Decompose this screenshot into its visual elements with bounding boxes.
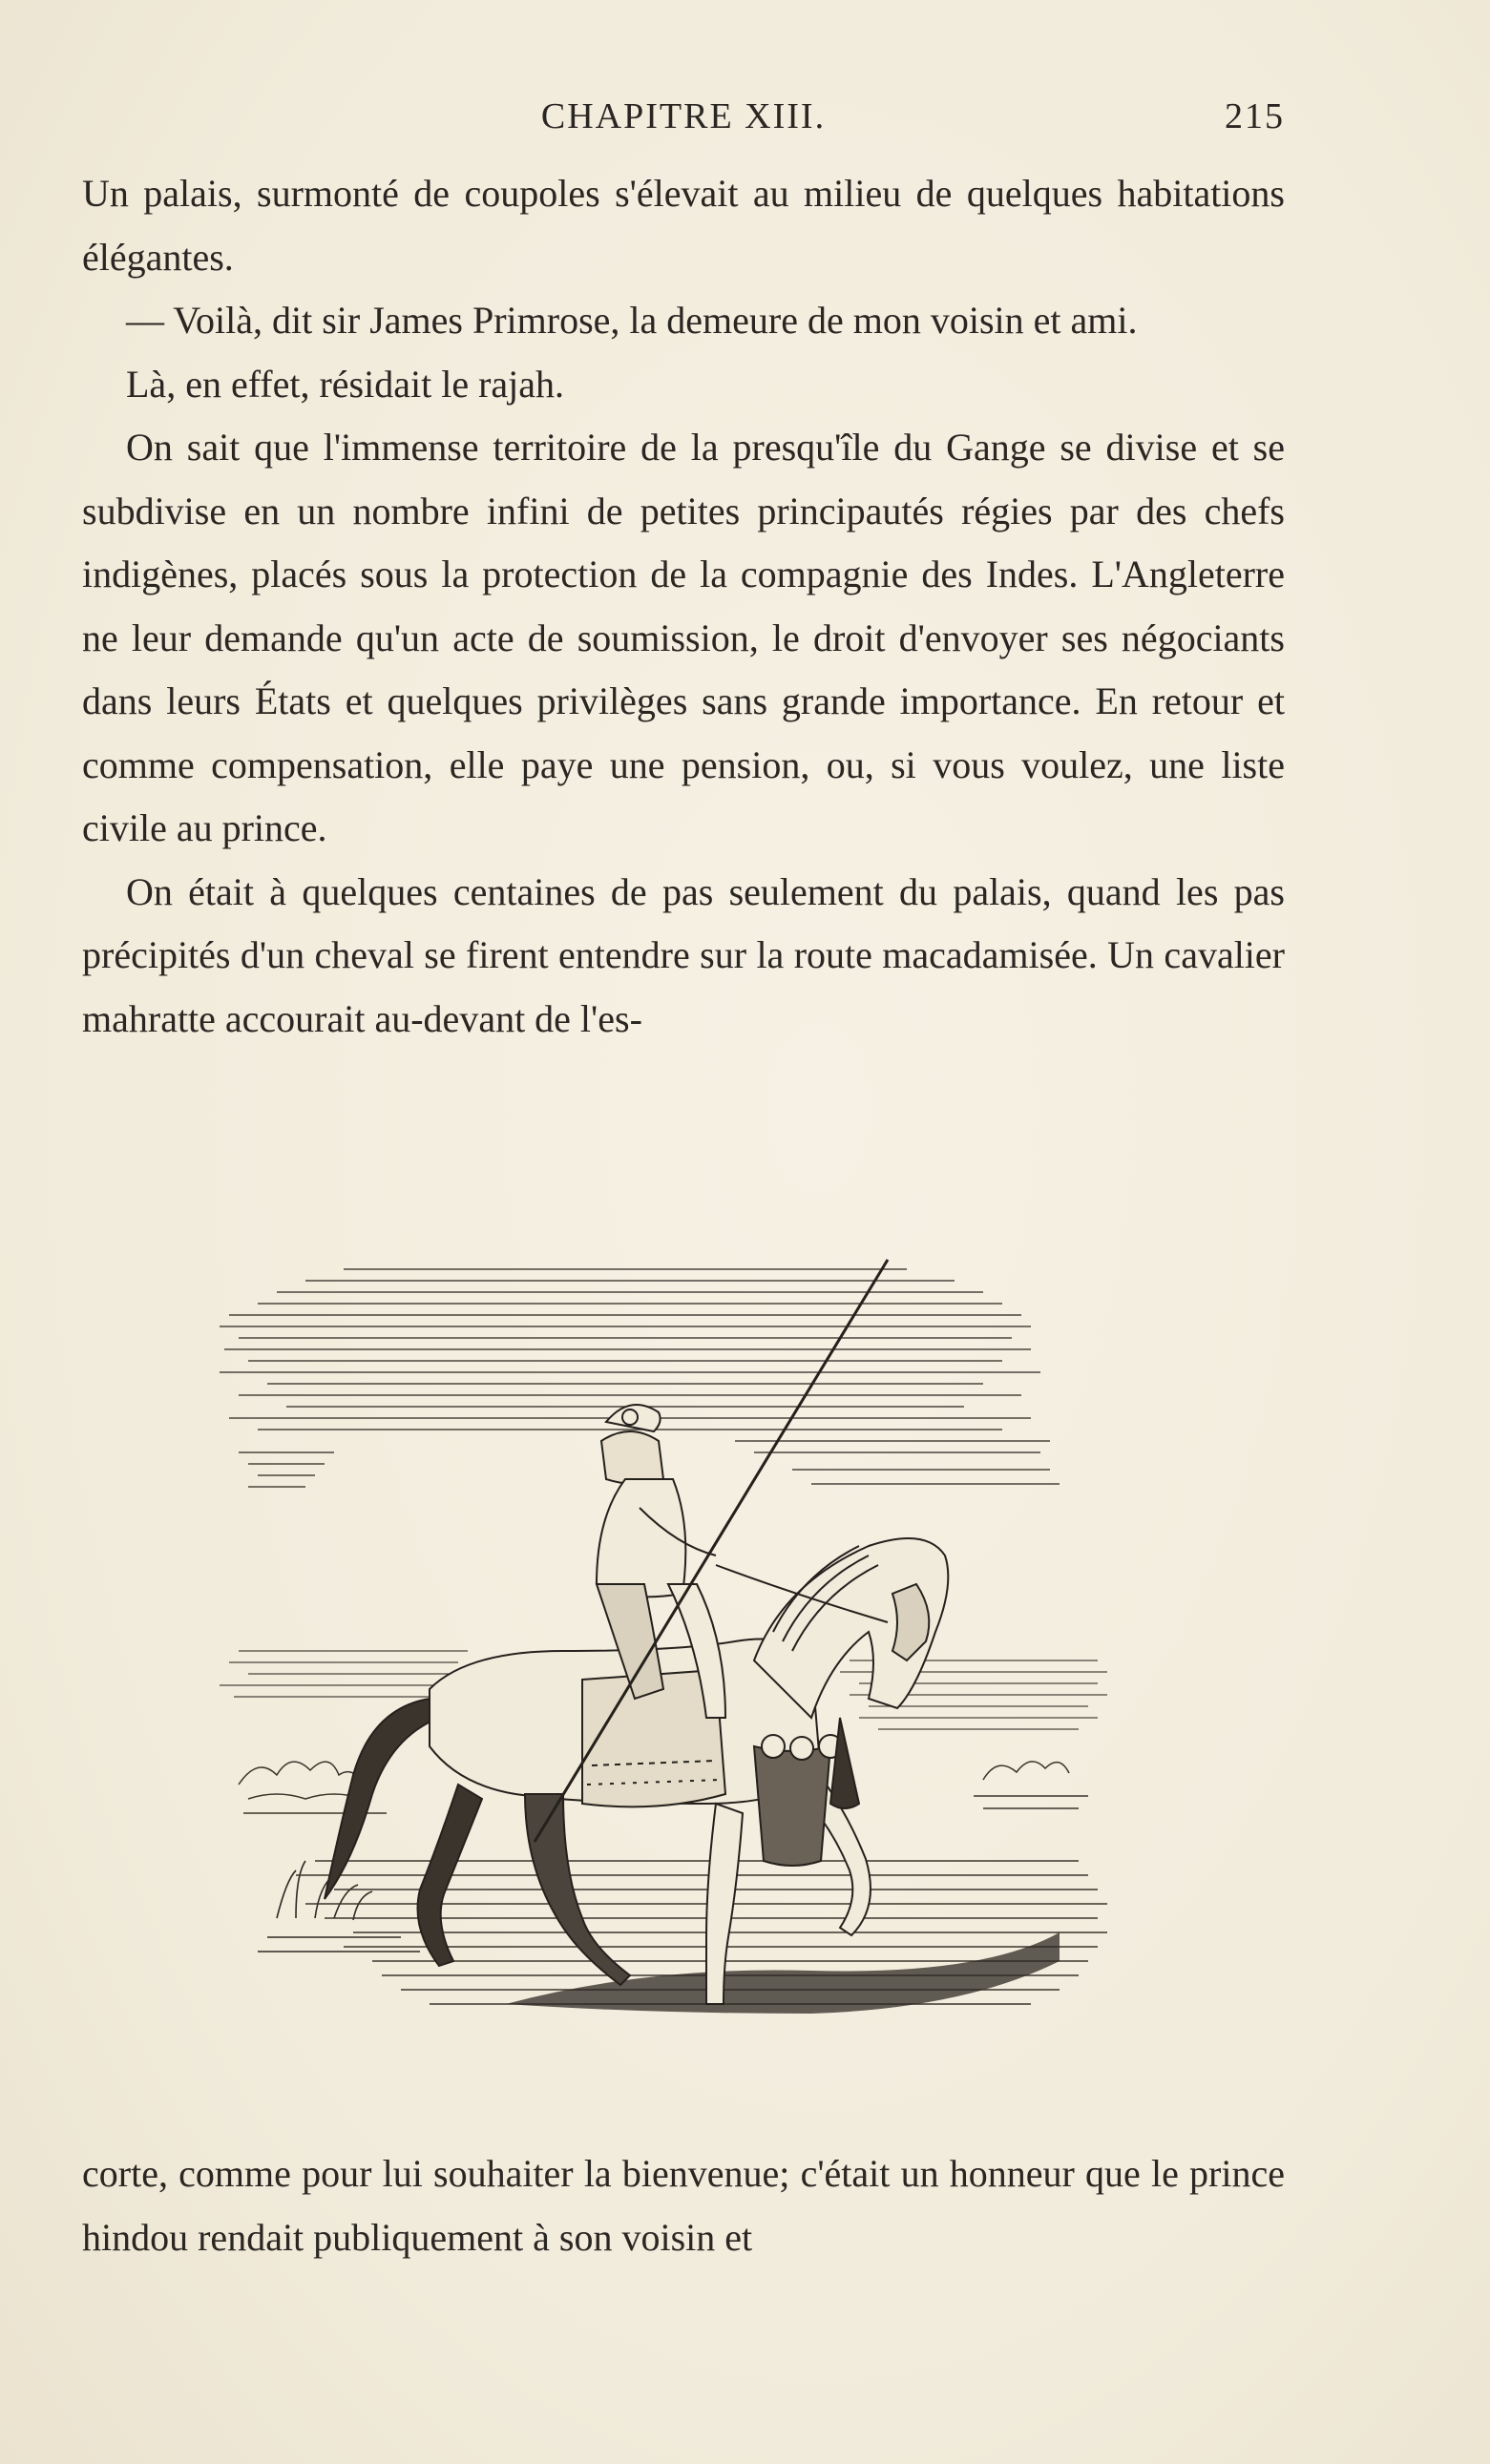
body-text-bottom xyxy=(82,2142,1285,2269)
paragraph: On était à quelques centaines de pas seulement du palais, quand les pas précipités d'un cheval se firent entendre sur la route macadamisée. Un cavalier mahratte accourait au-devant de l'es- xyxy=(82,869,1285,1040)
bush-right xyxy=(974,1762,1088,1808)
paragraph: Un palais, surmonté de coupoles s'élevait au milieu de quelques habitations élégantes. xyxy=(82,172,1285,279)
paragraph: On sait que l'immense territoire de la presqu'île du Gange se divise et se subdivise en un nombre infini de petites principautés régies par des chefs indigènes, placés sous la protection de la compagnie des Indes. L'Angleterre ne leur demande qu'un acte de soumission, le droit d'envoyer ses négociants dans leurs États et quelques privilèges sans grande importance. En retour et comme compensation, elle paye une pension, ou, si vous voulez, une liste civile au prince. xyxy=(82,426,1285,849)
paragraph: corte, comme pour lui souhaiter la bienvenue; c'était un honneur que le prince hindou rendait publiquement à son voisin et xyxy=(82,2152,1285,2259)
body-text-top xyxy=(82,162,1285,1051)
paragraph: Là, en effet, résidait le rajah. xyxy=(126,362,565,406)
page-number: 215 xyxy=(1225,96,1285,136)
engraving-illustration xyxy=(220,1250,1155,2080)
chapter-title: CHAPITRE XIII. xyxy=(540,96,827,136)
running-head xyxy=(82,95,1285,143)
paragraph: — Voilà, dit sir James Primrose, la demeure de mon voisin et ami. xyxy=(126,299,1138,342)
